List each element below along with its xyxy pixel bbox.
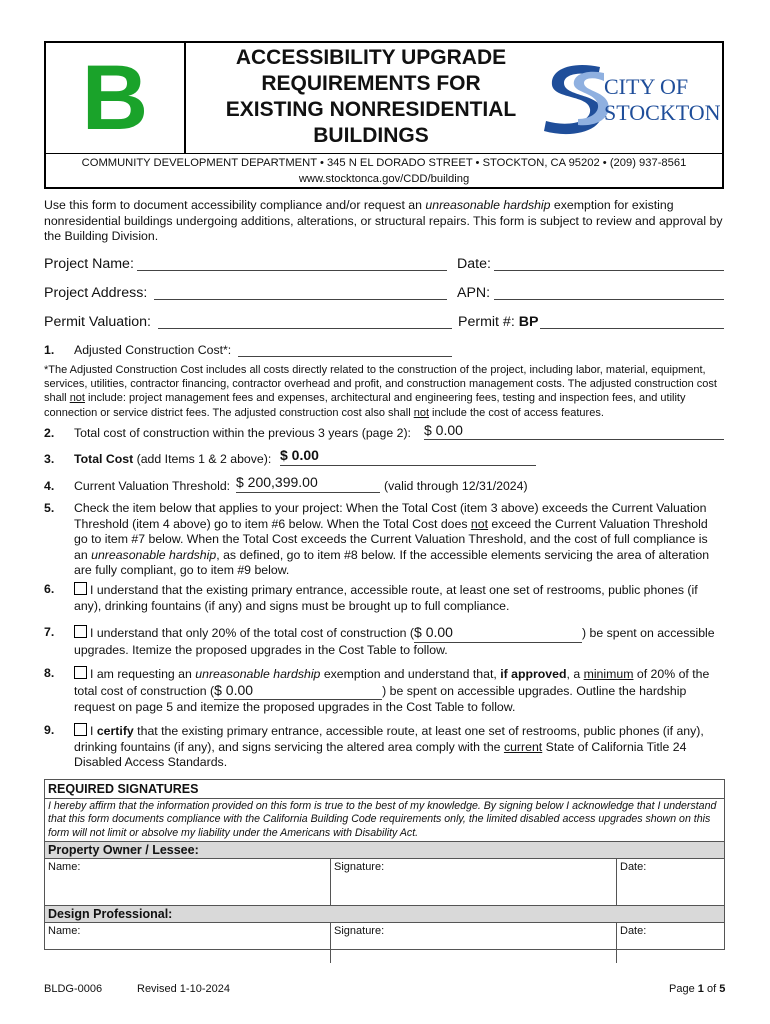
form-title [186, 45, 556, 151]
owner-date-field[interactable] [617, 859, 724, 905]
designer-signature-field[interactable] [331, 923, 617, 963]
department-line: COMMUNITY DEVELOPMENT DEPARTMENT • 345 N EL DORADO STREET • STOCKTON, CA 95202 • (209) 937-8561 [81, 157, 687, 169]
item-7-checkbox[interactable] [74, 625, 87, 638]
logo-line-1: CITY OF [604, 74, 689, 99]
item-4-number: 4. [44, 479, 55, 493]
signatures-heading: REQUIRED SIGNATURES [45, 780, 724, 799]
item-5-text-a: Check the item below that applies to your project: When the Total Cost (item 3 above) exceeds the Current Valuation Threshold (item 4 above) go to item #6 below. When the Total Cost does [74, 501, 707, 531]
form-header [44, 41, 724, 189]
item-8-bold: if approved [500, 667, 567, 681]
item-7-text-a: I understand that only 20% of the total cost of construction ( [90, 626, 415, 640]
item-8-text [74, 666, 724, 716]
date-label: Date: [457, 256, 491, 272]
city-logo [542, 59, 722, 139]
item-6-text [74, 582, 724, 614]
item-2-number: 2. [44, 426, 55, 440]
item-3-label [74, 452, 271, 468]
item-8-amount-value: $ 0.00 [214, 681, 254, 698]
valuation-threshold-value: $ 200,399.00 [236, 474, 318, 490]
department-website: www.stocktonca.gov/CDD/building [298, 173, 470, 185]
page-total: 5 [719, 983, 726, 995]
apn-label: APN: [457, 285, 491, 301]
item-5-italic: unreasonable hardship [91, 547, 217, 562]
item-7-amount-value: $ 0.00 [414, 624, 453, 640]
item-5-not: not [470, 516, 489, 531]
item-8-text-e: ) be spent on accessible upgrades. Outline the hardship request on page 5 and itemize the proposed upgrades in the Cost Table to follow. [74, 683, 687, 714]
valuation-validity: (valid through 12/31/2024) [384, 479, 528, 493]
previous-cost-input[interactable] [424, 422, 724, 440]
item-3-bold: Total Cost [74, 452, 134, 466]
intro-text-1: Use this form to document accessibility compliance and/or request an [44, 198, 426, 212]
item-8-text-b: exemption and understand that, [320, 667, 501, 681]
designer-heading: Design Professional: [45, 905, 724, 923]
department-info [46, 155, 722, 187]
header-top-row [46, 43, 722, 154]
item-3-text: (add Items 1 & 2 above): [133, 452, 272, 466]
badge-letter: B [81, 47, 149, 149]
total-cost-value: $ 0.00 [280, 447, 319, 463]
permit-number-label [458, 314, 538, 330]
item-6-checkbox[interactable] [74, 582, 87, 595]
item-6-label: I understand that the existing primary entrance, accessible route, at least one set of restrooms, public phones (if any), drinking fountains (if any) and signs must be brought up to full compliance. [74, 583, 698, 613]
page-indicator [669, 983, 725, 995]
form-number: BLDG-0006 [44, 983, 103, 995]
item-5-text-c: , as defined, go to item #8 below. If the accessible elements servicing the area of alteration are fully compliant, go to item #9 below. [74, 547, 710, 577]
city-s-logo-icon [542, 59, 722, 139]
date-input[interactable] [494, 256, 724, 271]
item-9-number: 9. [44, 723, 55, 737]
owner-row [45, 859, 724, 905]
note-text-b: include: project management fees and expenses, architectural and engineering fees, testing and inspection fees, and utility connection or service district fees. The adjusted construction cost also shall [44, 392, 686, 419]
item-6-number: 6. [44, 582, 55, 596]
item-7-amount-input[interactable] [414, 625, 582, 643]
logo-line-2: STOCKTON [604, 100, 721, 125]
item-5-text-b: exceed the Current Valuation Threshold go to item #7 below. When the Total Cost exceeds the Current Valuation Threshold, and the cost of full compliance is an [74, 516, 708, 562]
title-line-4: BUILDINGS [313, 124, 429, 147]
item-9-checkbox[interactable] [74, 723, 87, 736]
item-9-current: current [503, 739, 543, 754]
permit-valuation-label: Permit Valuation: [44, 314, 151, 330]
adjusted-cost-note [44, 363, 730, 420]
permit-number-input[interactable] [540, 314, 724, 329]
total-cost-input[interactable] [280, 447, 536, 466]
item-8-text-c: , a [566, 667, 584, 681]
designer-row [45, 923, 724, 963]
item-9-bold: certify [96, 724, 134, 738]
item-9-text-b: that the existing primary entrance, accessible route, at least one set of restrooms, public phones (if any), drinking fountains (if any), and signs servicing the altered area comply with the [74, 724, 704, 754]
title-line-2: REQUIREMENTS FOR [261, 72, 481, 95]
note-text-c: include the cost of access features. [429, 406, 604, 419]
of-word: of [706, 983, 717, 995]
project-address-input[interactable] [154, 285, 447, 300]
designer-date-label: Date: [620, 925, 647, 938]
item-7-number: 7. [44, 625, 55, 639]
item-5-number: 5. [44, 501, 55, 515]
note-text-a: *The Adjusted Construction Cost includes all costs directly related to the construction of the project, including labor, material, equipment, services, utilities, contractor financing, contractor overhead and profit, and construction management costs. The adjusted construction cost shall [44, 364, 717, 405]
designer-name-field[interactable] [45, 923, 331, 963]
permit-number-text: Permit #: [458, 314, 515, 330]
intro-text-2: exemption for existing nonresidential buildings undergoing additions, alterations, or structural repairs. This form is subject to review and approval by the Building Division. [44, 198, 723, 243]
permit-valuation-input[interactable] [158, 314, 452, 329]
valuation-threshold-input[interactable] [236, 474, 380, 493]
item-8-text-a: I am requesting an [90, 667, 196, 681]
item-8-amount-input[interactable] [214, 683, 382, 701]
item-3-number: 3. [44, 452, 55, 466]
title-line-1: ACCESSIBILITY UPGRADE [235, 46, 507, 69]
project-address-label: Project Address: [44, 285, 148, 301]
form-badge [46, 43, 186, 153]
owner-heading: Property Owner / Lessee: [45, 841, 724, 859]
affirmation-text: I hereby affirm that the information provided on this form is true to the best of my knowledge. By signing below I acknowledge that I understand that this form documents compliance with the California Building Code requirements only, the limited disabled access upgrades shown on this form will not limit or absolve my liability under the Americans with Disability Act. [48, 800, 717, 839]
owner-signature-label: Signature: [334, 861, 385, 874]
title-line-3: EXISTING NONRESIDENTIAL [225, 98, 517, 121]
owner-date-label: Date: [620, 861, 647, 874]
item-8-minimum: minimum [583, 667, 634, 681]
designer-date-field[interactable] [617, 923, 724, 963]
revision-date: Revised 1-10-2024 [137, 983, 230, 995]
project-name-label: Project Name: [44, 256, 134, 272]
item-7-text-b: ) be spent on accessible upgrades. Itemize the proposed upgrades in the Cost Table to follow. [74, 626, 715, 657]
permit-prefix: BP [518, 314, 539, 330]
page-number: 1 [697, 983, 704, 995]
item-2-label: Total cost of construction within the previous 3 years (page 2): [74, 426, 411, 440]
item-8-number: 8. [44, 666, 55, 680]
item-1-number: 1. [44, 343, 55, 357]
item-8-italic: unreasonable hardship [195, 667, 321, 681]
previous-cost-value: $ 0.00 [424, 422, 463, 438]
item-7-text [74, 625, 724, 658]
adjusted-cost-input[interactable] [238, 343, 452, 357]
item-1-label: Adjusted Construction Cost*: [74, 343, 232, 357]
intro-italic: unreasonable hardship [425, 198, 551, 212]
item-4-label: Current Valuation Threshold: [74, 479, 231, 493]
owner-name-field[interactable] [45, 859, 331, 905]
owner-name-label: Name: [48, 861, 81, 874]
designer-signature-label: Signature: [334, 925, 385, 938]
item-5-text [74, 501, 724, 579]
item-8-text-d: of 20% of the total cost of construction ( [74, 667, 710, 698]
item-9-text-c: State of California Title 24 Disabled Access Standards. [74, 739, 687, 769]
item-8-checkbox[interactable] [74, 666, 87, 679]
project-name-input[interactable] [137, 256, 447, 271]
page-word: Page [669, 983, 695, 995]
owner-signature-field[interactable] [331, 859, 617, 905]
signatures-section [44, 779, 725, 950]
item-9-text [74, 723, 724, 771]
item-9-text-a: I [90, 724, 97, 738]
intro-paragraph [44, 198, 730, 245]
designer-name-label: Name: [48, 925, 81, 938]
note-not-1: not [69, 392, 85, 405]
note-not-2: not [413, 406, 429, 419]
apn-input[interactable] [494, 285, 724, 300]
